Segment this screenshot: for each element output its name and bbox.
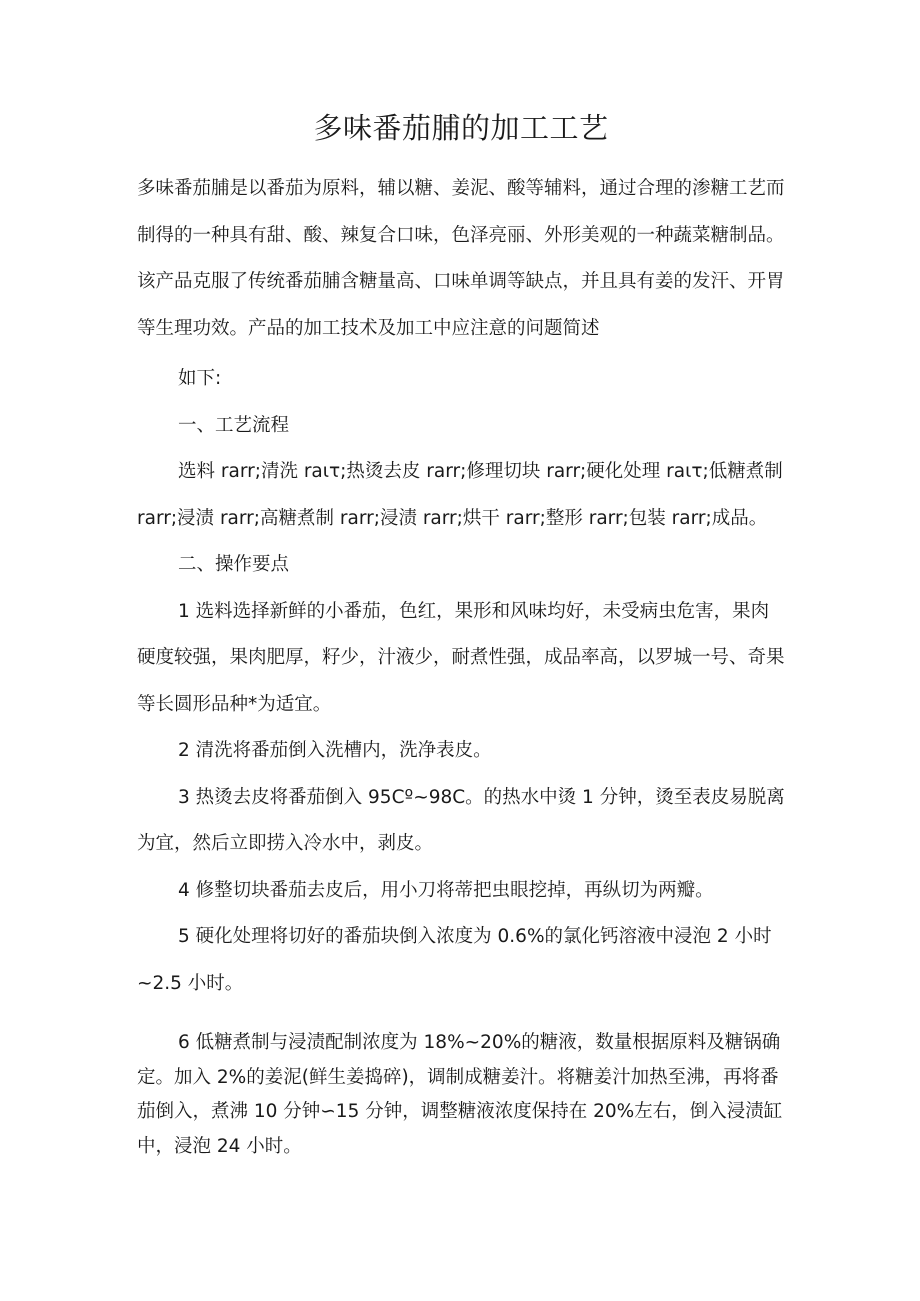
step-5-paragraph: 5 硬化处理将切好的番茄块倒入浓度为 0.6%的氯化钙溶液中浸泡 2 小时~2.5 小时。	[137, 926, 772, 994]
section-heading-process: 一、工艺流程	[178, 414, 290, 436]
intro-continuation: 如下:	[178, 368, 222, 389]
step-1-paragraph: 1 选料选择新鲜的小番茄，色红，果形和风味均好，未受病虫危害，果肉硬度较强，果肉肥厚，籽少，汁液少，耐煮性强，成品率高，以罗城一号、奇果等长圆形品种*为适宜。	[137, 600, 785, 715]
document-title: 多味番茄脯的加工工艺	[313, 111, 609, 145]
step-6-paragraph: 6 低糖煮制与浸渍配制浓度为 18%~20%的糖液，数量根据原料及糖锅确定。加入 2%的姜泥(鲜生姜捣碎)，调制成糖姜汁。将糖姜汁加热至沸，再将番茄倒入，煮沸 10 分钟∽15 分钟，调整糖液浓度保持在 20%左右，倒入浸渍缸中，浸泡 24 小时。	[137, 1032, 783, 1157]
step-4-paragraph: 4 修整切块番茄去皮后，用小刀将蒂把虫眼挖掉，再纵切为两瓣。	[178, 879, 714, 901]
process-flow-paragraph: 选料 rarr;清洗 raιτ;热烫去皮 rarr;修理切块 rarr;硬化处理 raιτ;低糖煮制 rarr;浸渍 rarr;高糖煮制 rarr;浸渍 rarr;烘干 rarr;整形 rarr;包装 rarr;成品。	[137, 461, 783, 529]
section-heading-key-points: 二、操作要点	[178, 554, 290, 575]
step-2-paragraph: 2 清洗将番茄倒入洗槽内，洗净表皮。	[178, 740, 492, 761]
step-3-paragraph: 3 热烫去皮将番茄倒入 95Cº~98C。的热水中烫 1 分钟，烫至表皮易脱离为宜，然后立即捞入冷水中，剥皮。	[137, 786, 785, 854]
intro-paragraph: 多味番茄脯是以番茄为原料，辅以糖、姜泥、酸等辅料，通过合理的渗糖工艺而制得的一种具有甜、酸、辣复合口味，色泽亮丽、外形美观的一种蔬菜糖制品。该产品克服了传统番茄脯含糖量高、口味单调等缺点，并且具有姜的发汗、开胃等生理功效。产品的加工技术及加工中应注意的问题简述	[137, 178, 785, 339]
